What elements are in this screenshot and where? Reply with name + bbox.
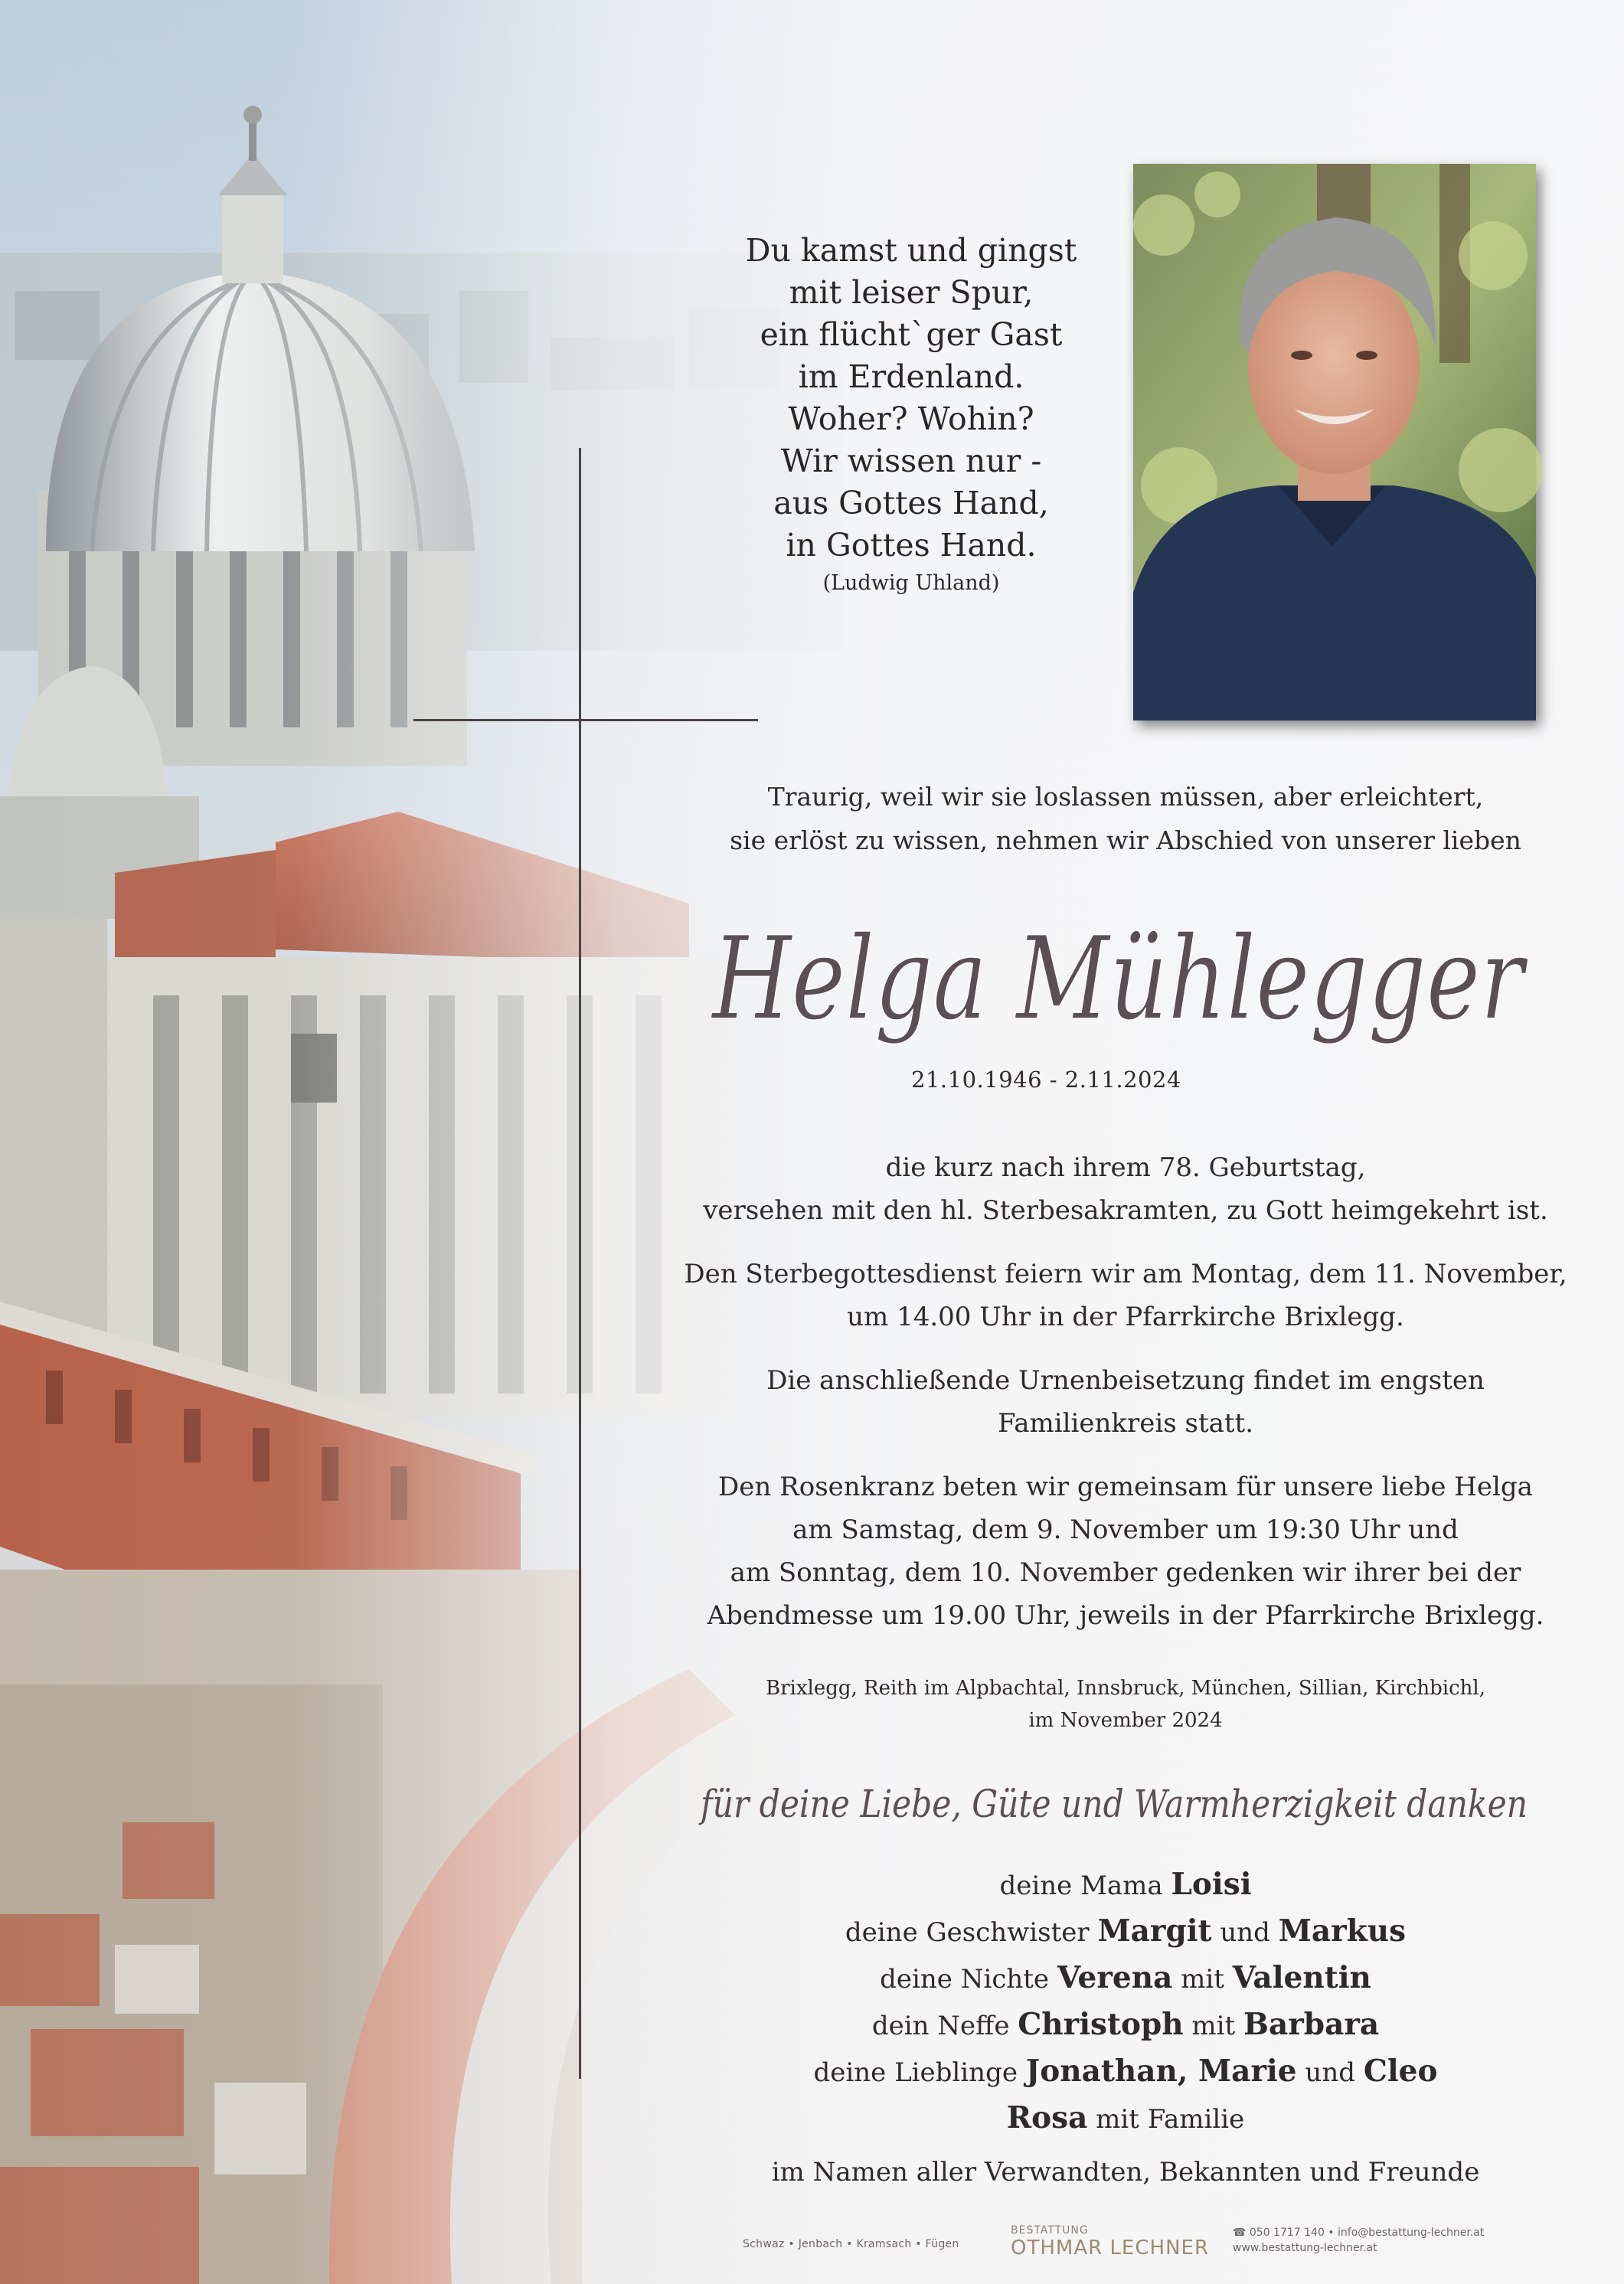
- paragraph-rosary: [674, 1465, 1577, 1637]
- cross-horizontal-beam: [413, 719, 758, 721]
- family-member-name: Christoph: [1018, 2007, 1184, 2042]
- place-line: Brixlegg, Reith im Alpbachtal, Innsbruck, München, Sillian, Kirchbichl,: [766, 1677, 1485, 1700]
- paragraph-line: die kurz nach ihrem 78. Geburtstag,: [885, 1152, 1366, 1183]
- closing-line: im Namen aller Verwandten, Bekannten und Freunde: [771, 2157, 1480, 2188]
- intro-text: [674, 775, 1577, 862]
- paragraph-line: Abendmesse um 19.00 Uhr, jeweils in der Pfarrkirche Brixlegg.: [707, 1600, 1544, 1631]
- paragraph-line: am Samstag, dem 9. November um 19:30 Uhr und: [792, 1514, 1459, 1545]
- relation-label: deine Mama: [999, 1871, 1171, 1901]
- paragraph-line: versehen mit den hl. Sterbesakramten, zu Gott heimgekehrt ist.: [703, 1195, 1548, 1226]
- cross-vertical-beam: [579, 448, 581, 2079]
- family-member-name: Barbara: [1243, 2007, 1380, 2042]
- poem-line: Wir wissen nur -: [780, 443, 1042, 479]
- family-line: [674, 2002, 1577, 2049]
- poem-line: in Gottes Hand.: [786, 527, 1037, 564]
- family-line: [674, 1909, 1577, 1956]
- connector: mit: [1183, 2011, 1244, 2041]
- poem-line: mit leiser Spur,: [789, 274, 1034, 311]
- connector: und: [1296, 2057, 1364, 2088]
- paragraph-line: Familienkreis statt.: [997, 1408, 1254, 1439]
- paragraph-line: Die anschließende Urnenbeisetzung findet im engsten: [766, 1365, 1485, 1396]
- paragraph-urn-burial: [674, 1359, 1577, 1445]
- relation-label: mit Familie: [1087, 2104, 1245, 2135]
- poem: [689, 230, 1133, 599]
- connector: mit: [1172, 1964, 1233, 1995]
- announcement-body: [674, 1146, 1577, 1658]
- place-date: [674, 1672, 1577, 1737]
- intro-line: sie erlöst zu wissen, nehmen wir Abschied von unserer lieben: [730, 825, 1521, 855]
- poem-line: ein flücht`ger Gast: [760, 316, 1063, 353]
- relation-label: deine Lieblinge: [813, 2057, 1026, 2088]
- family-member-name: Rosa: [1006, 2100, 1088, 2135]
- family-member-name: Loisi: [1171, 1867, 1252, 1902]
- relation-label: deine Geschwister: [845, 1917, 1098, 1948]
- relation-label: dein Neffe: [871, 2011, 1018, 2041]
- paragraph-line: um 14.00 Uhr in der Pfarrkirche Brixlegg.: [847, 1302, 1404, 1332]
- family-line: [674, 2049, 1577, 2096]
- footer-website: www.bestattung-lechner.at: [1233, 2242, 1377, 2254]
- footer: [743, 2223, 1508, 2269]
- family-line: [674, 1862, 1577, 1909]
- poem-line: aus Gottes Hand,: [773, 485, 1049, 521]
- paragraph-line: am Sonntag, dem 10. November gedenken wir ihrer bei der: [730, 1557, 1521, 1588]
- footer-brand-name: OTHMAR LECHNER: [1011, 2237, 1210, 2259]
- family-member-name: Verena: [1057, 1960, 1173, 1995]
- poem-line: Woher? Wohin?: [788, 400, 1034, 437]
- poem-line: Du kamst und gingst: [745, 232, 1077, 269]
- family-line: [674, 1956, 1577, 2002]
- intro-line: Traurig, weil wir sie loslassen müssen, aber erleichtert,: [767, 782, 1484, 812]
- deceased-name: [689, 888, 1547, 1064]
- footer-contact: ☎ 050 1717 140 • info@bestattung-lechner.at: [1233, 2227, 1485, 2239]
- relation-label: deine Nichte: [880, 1964, 1057, 1995]
- family-member-name: Cleo: [1363, 2054, 1438, 2089]
- paragraph-passing: [674, 1146, 1577, 1232]
- poem-author: (Ludwig Uhland): [822, 571, 1000, 595]
- paragraph-line: Den Rosenkranz beten wir gemeinsam für unsere liebe Helga: [718, 1472, 1533, 1502]
- family-member-name: Margit: [1097, 1913, 1212, 1949]
- family-member-name: Jonathan, Marie: [1025, 2054, 1297, 2089]
- thanks-text: für deine Liebe, Güte und Warmherzigkeit danken: [698, 1782, 1528, 1826]
- connector: und: [1211, 1917, 1279, 1948]
- family-line: [674, 2096, 1577, 2142]
- deceased-name-text: Helga Mühlegger: [710, 913, 1529, 1046]
- paragraph-funeral-mass: [674, 1253, 1577, 1338]
- paragraph-line: Den Sterbegottesdienst feiern wir am Montag, dem 11. November,: [684, 1259, 1567, 1289]
- family-member-name: Markus: [1278, 1913, 1407, 1949]
- thanks-line: [681, 1773, 1547, 1834]
- life-dates: 21.10.1946 - 2.11.2024: [911, 1067, 1181, 1093]
- portrait-photo: [1133, 164, 1536, 720]
- family-member-name: Valentin: [1232, 1960, 1371, 1995]
- footer-brand-label: BESTATTUNG: [1011, 2224, 1089, 2237]
- footer-towns: Schwaz • Jenbach • Kramsach • Fügen: [743, 2238, 959, 2250]
- place-line: im November 2024: [1028, 1709, 1223, 1732]
- poem-line: im Erdenland.: [798, 358, 1024, 395]
- family-list: [674, 1862, 1577, 2195]
